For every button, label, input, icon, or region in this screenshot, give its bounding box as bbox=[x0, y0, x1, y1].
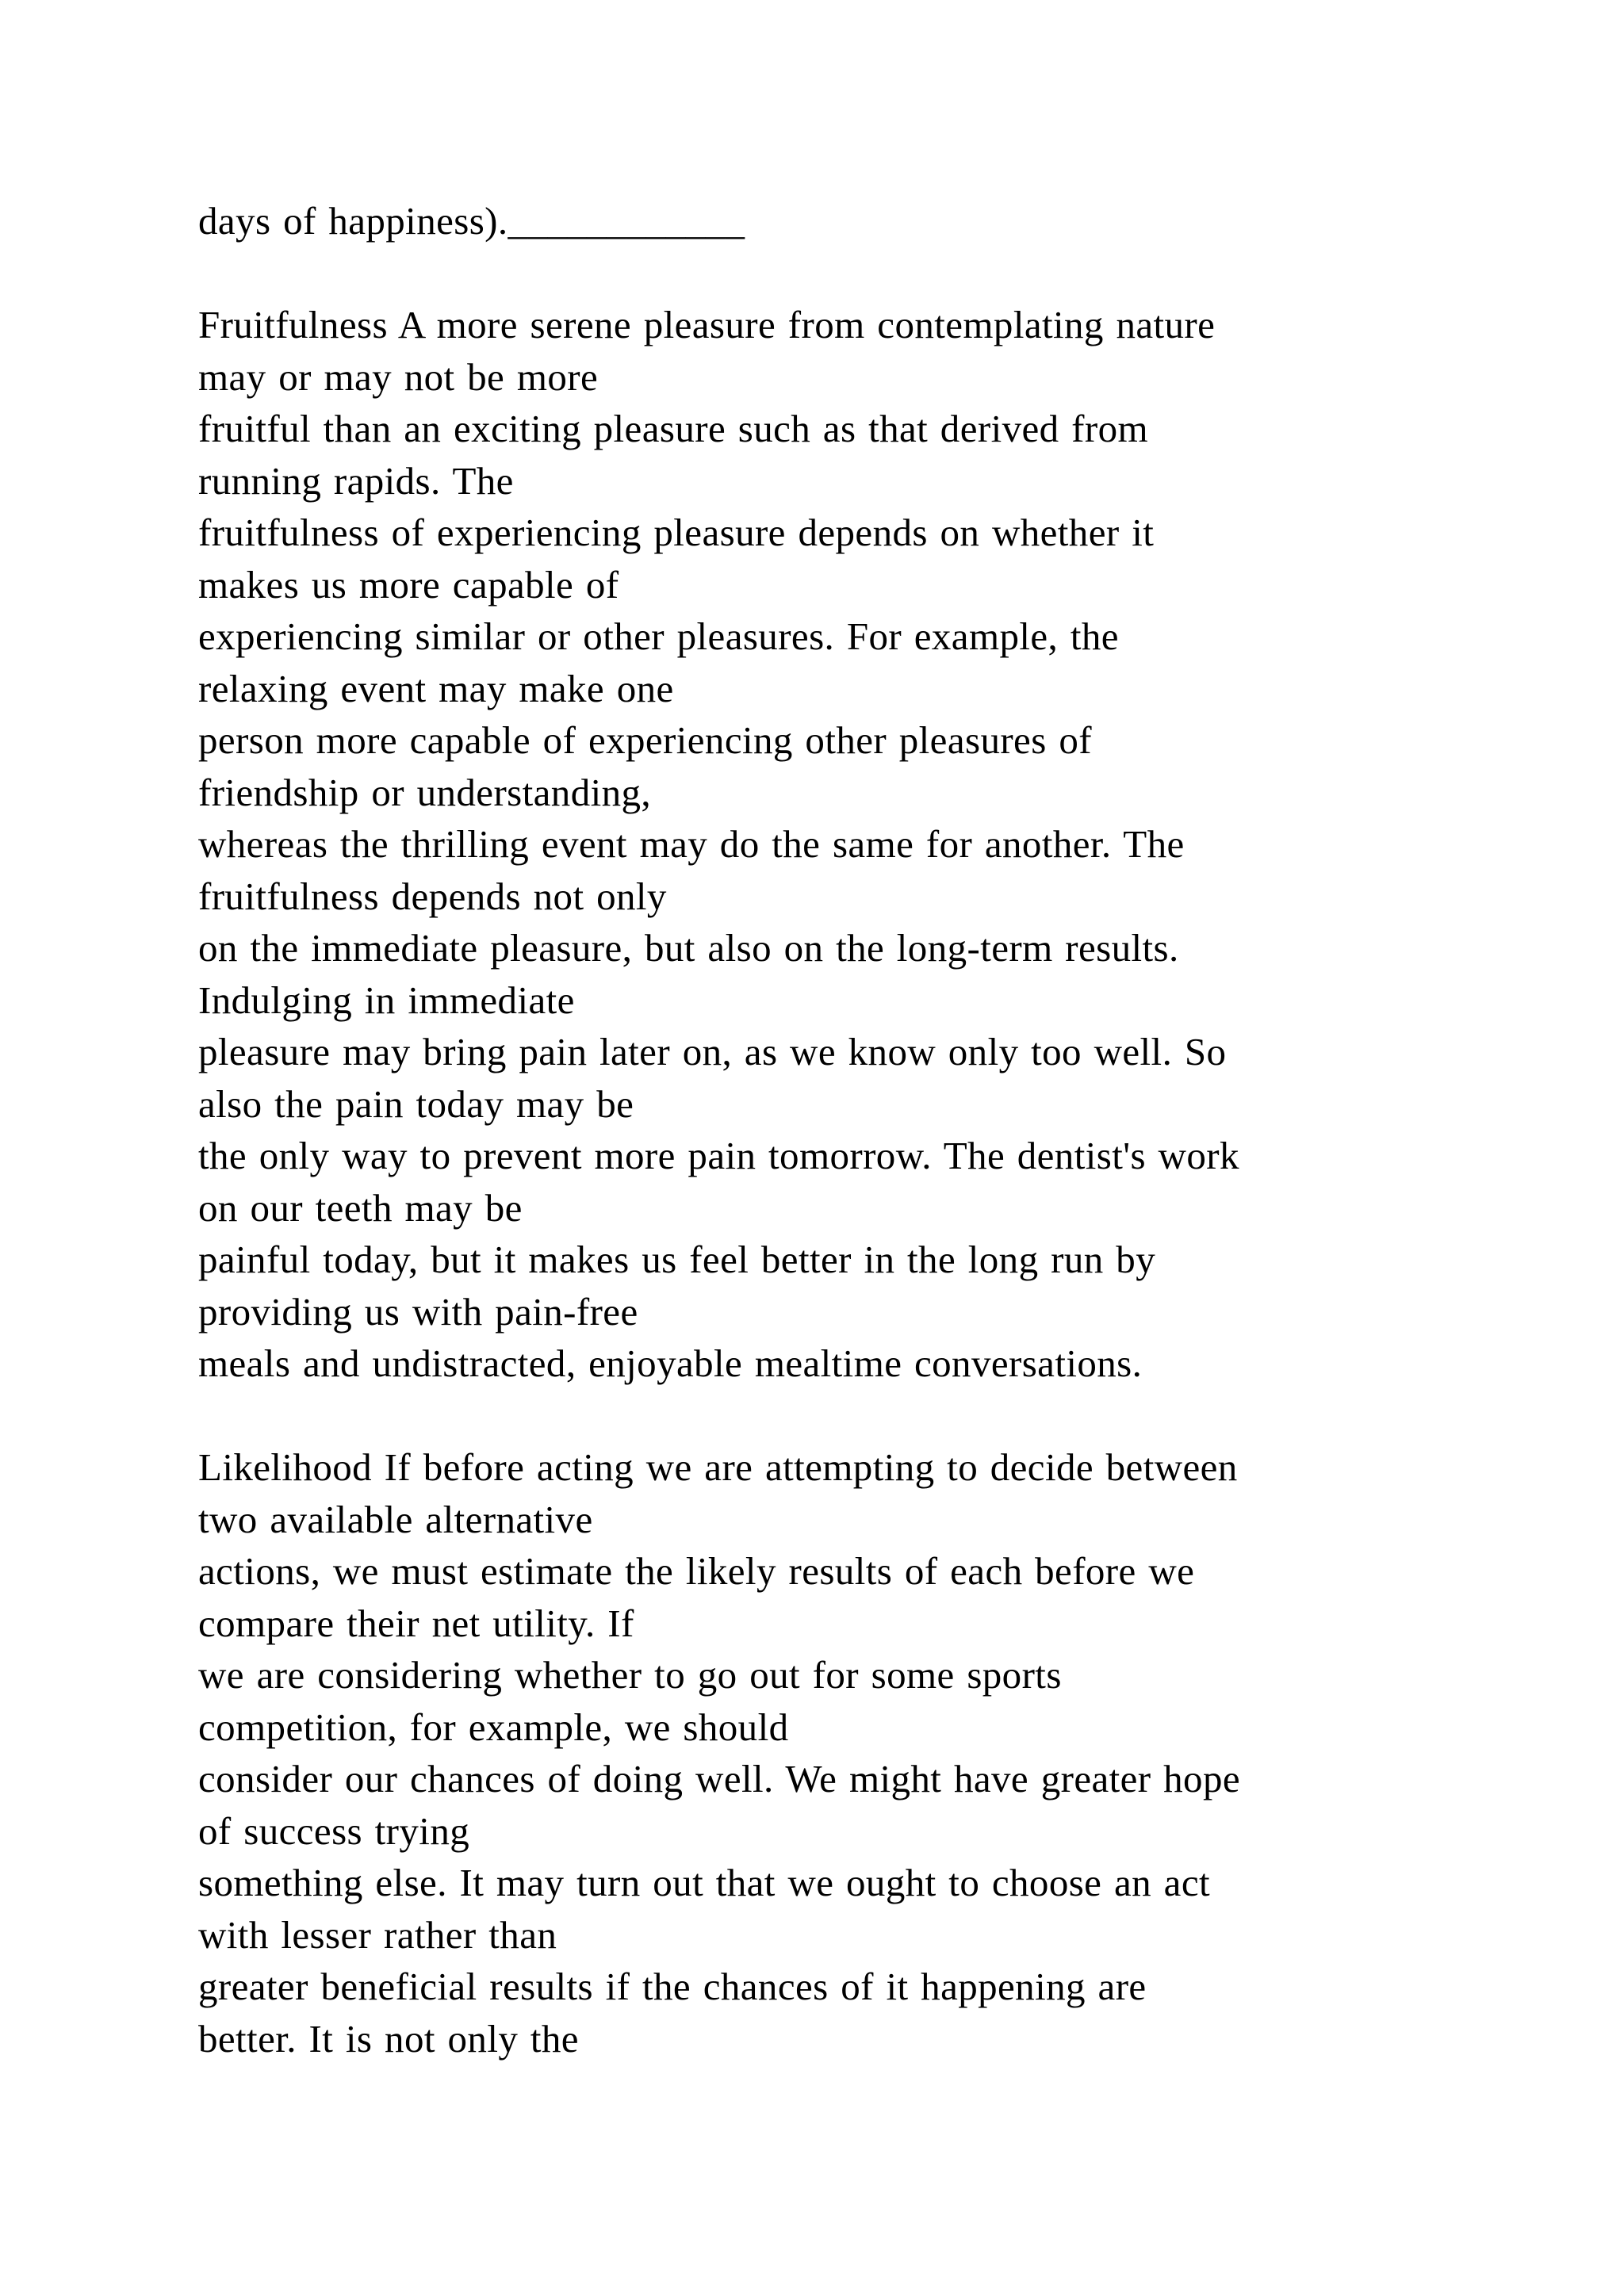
paragraph-break bbox=[198, 1390, 1546, 1442]
text-line: person more capable of experiencing other pleasures of bbox=[198, 718, 1092, 762]
text-line: Likelihood If before acting we are attempting to decide between bbox=[198, 1445, 1238, 1489]
text-line: compare their net utility. If bbox=[198, 1601, 634, 1645]
text-line: painful today, but it makes us feel better in the long run by bbox=[198, 1238, 1156, 1281]
text-line: Fruitfulness A more serene pleasure from contemplating nature bbox=[198, 303, 1216, 346]
text-line: the only way to prevent more pain tomorrow. The dentist's work bbox=[198, 1134, 1239, 1177]
text-line: days of happiness).____________ bbox=[198, 199, 745, 243]
text-line: we are considering whether to go out for some sports bbox=[198, 1653, 1062, 1697]
text-line: may or may not be more bbox=[198, 354, 599, 399]
text-line: providing us with pain-free bbox=[198, 1289, 638, 1334]
text-line: pleasure may bring pain later on, as we know only too well. So bbox=[198, 1030, 1227, 1073]
text-line: with lesser rather than bbox=[198, 1912, 557, 1957]
text-line: relaxing event may make one bbox=[198, 666, 674, 710]
text-line: better. It is not only the bbox=[198, 2016, 579, 2061]
text-line: consider our chances of doing well. We might have greater hope bbox=[198, 1757, 1240, 1800]
text-line: fruitfulness depends not only bbox=[198, 874, 667, 918]
text-line: something else. It may turn out that we ought to choose an act bbox=[198, 1861, 1210, 1904]
text-line: of success trying bbox=[198, 1808, 470, 1853]
text-line: fruitfulness of experiencing pleasure depends on whether it bbox=[198, 511, 1155, 554]
text-line: greater beneficial results if the chances of it happening are bbox=[198, 1965, 1147, 2008]
text-line: also the pain today may be bbox=[198, 1081, 634, 1126]
text-line: makes us more capable of bbox=[198, 562, 619, 607]
text-line: whereas the thrilling event may do the same for another. The bbox=[198, 822, 1185, 866]
text-line: Indulging in immediate bbox=[198, 978, 575, 1022]
text-line: meals and undistracted, enjoyable mealtime conversations. bbox=[198, 1341, 1143, 1385]
text-line: experiencing similar or other pleasures. For example, the bbox=[198, 614, 1119, 658]
text-line: on the immediate pleasure, but also on the long-term results. bbox=[198, 926, 1179, 970]
document-text bbox=[198, 195, 1546, 2064]
text-line: competition, for example, we should bbox=[198, 1705, 789, 1749]
text-line: actions, we must estimate the likely results of each before we bbox=[198, 1549, 1195, 1593]
text-line: fruitful than an exciting pleasure such as that derived from bbox=[198, 407, 1149, 450]
text-line: on our teeth may be bbox=[198, 1185, 523, 1230]
paragraph-break bbox=[198, 247, 1546, 300]
text-line: running rapids. The bbox=[198, 458, 514, 503]
text-line: two available alternative bbox=[198, 1497, 593, 1541]
text-line: friendship or understanding, bbox=[198, 770, 652, 814]
